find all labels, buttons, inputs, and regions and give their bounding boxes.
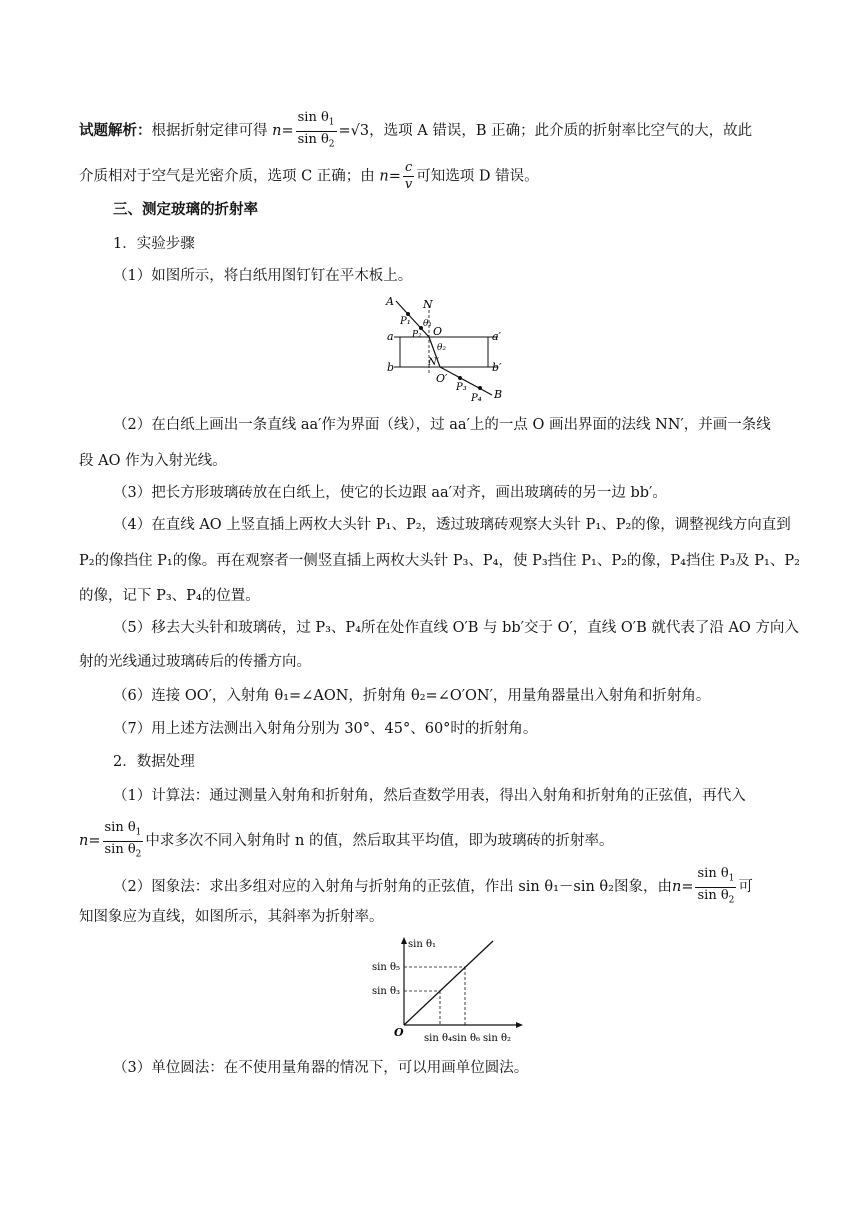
step-4b: P₂的像挡住 P₁的像。再在观察者一侧竖直插上两枚大头针 P₃、P₄，使 P₃挡住 P₁、P₂的像，P₄挡住 P₃及 P₁、P₂ bbox=[79, 553, 800, 569]
step-title: 1．实验步骤 bbox=[113, 236, 195, 252]
analysis-line-1: 试题解析：根据折射定律可得 n= $\frac{\sin \theta_1}{\sin \theta_2}$ =√3，选项 A 错误，B 正确；此介质的折射率比空气的大，故此 bbox=[79, 110, 752, 152]
svg-text:O: O bbox=[394, 1026, 404, 1039]
step-5b: 射的光线通过玻璃砖后的传播方向。 bbox=[79, 654, 311, 670]
svg-text:sin θ₂: sin θ₂ bbox=[483, 1033, 511, 1044]
step-4a: （4）在直线 AO 上竖直插上两枚大头针 P₁、P₂，透过玻璃砖观察大头针 P₁、P₂的像，调整视线方向直到 bbox=[113, 517, 791, 533]
svg-text:P₃: P₃ bbox=[456, 382, 467, 393]
svg-text:sin θ₁: sin θ₁ bbox=[408, 939, 436, 950]
svg-text:b: b bbox=[387, 361, 395, 374]
fraction-sin-2: $\frac{\sin \theta_1}{\sin \theta_2}$ bbox=[104, 820, 142, 860]
svg-text:O′: O′ bbox=[436, 372, 448, 385]
data-2b: 知图象应为直线，如图所示，其斜率为折射率。 bbox=[79, 909, 384, 925]
svg-text:θ₁: θ₁ bbox=[423, 319, 433, 329]
svg-text:P₁: P₁ bbox=[400, 316, 411, 327]
svg-text:sin θ₄: sin θ₄ bbox=[424, 1033, 452, 1044]
svg-text:B: B bbox=[494, 388, 503, 401]
step-2a: （2）在白纸上画出一条直线 aa′作为界面（线），过 aa′上的一点 O 画出界面的法线 NN′，并画一条线 bbox=[113, 417, 771, 433]
svg-text:N′: N′ bbox=[428, 357, 440, 368]
step-1: （1）如图所示，将白纸用图钉钉在平木板上。 bbox=[113, 268, 413, 284]
analysis-label: 试题解析： bbox=[79, 122, 152, 140]
fraction-sin: $\frac{\sin \theta_1}{\sin \theta_2}$ bbox=[297, 110, 335, 150]
data-2a: （2）图象法：求出多组对应的入射角与折射角的正弦值，作出 sin θ₁－sin θ₂图象，由n= $\frac{\sin \theta_1}{\sin \theta_2}$ 可 bbox=[113, 866, 753, 908]
svg-text:a′: a′ bbox=[492, 330, 502, 343]
svg-text:sin θ₆: sin θ₆ bbox=[452, 1033, 480, 1044]
svg-text:O: O bbox=[433, 325, 443, 338]
pin-p4 bbox=[478, 386, 482, 390]
svg-text:sin θ₅: sin θ₅ bbox=[372, 962, 400, 973]
step-2b: 段 AO 作为入射光线。 bbox=[79, 453, 227, 469]
svg-text:N: N bbox=[423, 298, 433, 311]
step-6: （6）连接 OO′，入射角 θ₁=∠AON，折射角 θ₂=∠O′ON′，用量角器量出入射角和折射角。 bbox=[113, 688, 711, 704]
data-1a: （1）计算法：通过测量入射角和折射角，然后查数学用表，得出入射角和折射角的正弦值，再代入 bbox=[113, 788, 746, 804]
fraction-cv: $\frac{c}{v}$ bbox=[404, 160, 413, 192]
sine-graph bbox=[368, 935, 528, 1050]
step-3: （3）把长方形玻璃砖放在白纸上，使它的长边跟 aa′对齐，画出玻璃砖的另一边 bb′。 bbox=[113, 485, 667, 501]
svg-text:P₂: P₂ bbox=[412, 330, 422, 340]
data-1b: n= $\frac{\sin \theta_1}{\sin \theta_2}$ 中求多次不同入射角时 n 的值，然后取其平均值，即为玻璃砖的折射率。 bbox=[79, 820, 613, 862]
refraction-figure bbox=[380, 295, 510, 405]
data-title: 2．数据处理 bbox=[113, 754, 195, 770]
section-heading: 三、测定玻璃的折射率 bbox=[113, 201, 258, 218]
step-4c: 的像，记下 P₃、P₄的位置。 bbox=[79, 588, 260, 604]
svg-text:θ₂: θ₂ bbox=[437, 343, 447, 353]
svg-text:P₄: P₄ bbox=[471, 393, 482, 404]
step-7: （7）用上述方法测出入射角分别为 30°、45°、60°时的折射角。 bbox=[113, 721, 538, 737]
step-5a: （5）移去大头针和玻璃砖，过 P₃、P₄所在处作直线 O′B 与 bb′交于 O′，直线 O′B 就代表了沿 AO 方向入 bbox=[113, 620, 799, 636]
fraction-sin-3: $\frac{\sin \theta_1}{\sin \theta_2}$ bbox=[697, 866, 735, 906]
svg-text:b′: b′ bbox=[492, 361, 502, 374]
analysis-line-2: 介质相对于空气是光密介质，选项 C 正确；由 n= $\frac{c}{v}$ 可知选项 D 错误。 bbox=[79, 160, 539, 192]
svg-text:sin θ₃: sin θ₃ bbox=[372, 986, 400, 997]
svg-text:A: A bbox=[386, 295, 394, 308]
pin-p3 bbox=[458, 376, 462, 380]
svg-text:a: a bbox=[387, 330, 394, 343]
data-3: （3）单位圆法：在不使用量角器的情况下，可以用画单位圆法。 bbox=[113, 1060, 529, 1076]
